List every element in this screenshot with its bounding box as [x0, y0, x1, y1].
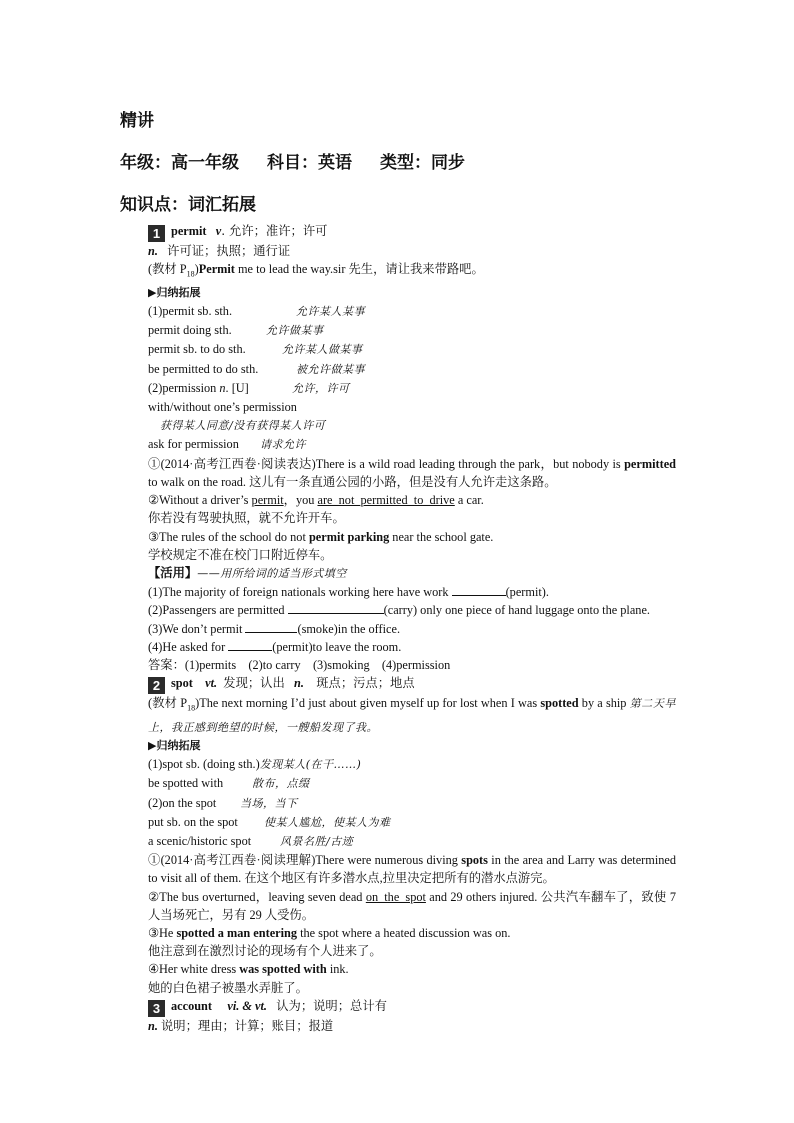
headword: spot: [171, 676, 193, 691]
entry-account-heading: [120, 997, 676, 1017]
phrase-item: permit doing sth. 允许做某事: [148, 323, 324, 338]
entry-spot-heading: 2 spot vt. 发现；认出 n. 斑点；污点；地点: [120, 674, 676, 694]
entry-number: 3: [148, 1000, 165, 1017]
phrase-item: ask for permission 请求允许: [148, 437, 306, 452]
example-sentence: ④Her white dress was spotted with ink.: [148, 962, 349, 977]
noun-sense: n. 说明；理由；计算；账目；报道: [148, 1018, 334, 1033]
headword: account: [171, 998, 212, 1013]
example-translation: 学校规定不准在校门口附近停车。: [148, 547, 333, 562]
example-sentence: ①(2014·高考江西卷·阅读理解)There were numerous diving spots in the area and Larry was determined to visit all of them. 在这个地区有许多潜水点,拉里决定把所有的潜水点游完。: [148, 853, 676, 886]
page-title: 精讲: [120, 111, 154, 130]
summary-heading: ▶归纳拓展: [148, 739, 201, 752]
entry-number: 1: [148, 225, 165, 242]
practice-question: (3)We don’t permit (smoke)in the office.: [148, 621, 401, 636]
practice-question: (1)The majority of foreign nationals working here have work (permit).: [148, 585, 549, 600]
practice-question: (4)He asked for (permit)to leave the room.: [148, 639, 402, 654]
phrase-item: (1)spot sb. (doing sth.)发现某人(在干……): [148, 757, 362, 772]
example-sentence: ③The rules of the school do not permit parking near the school gate.: [148, 529, 494, 544]
example-sentence: ③He spotted a man entering the spot where a heated discussion was on.: [148, 926, 511, 941]
example-sentence: ①(2014·高考江西卷·阅读表达)There is a wild road leading through the park，but nobody is permitted to walk on the road. 这儿有一条直通公园的小路，但是没有人允许走这条路。: [148, 456, 676, 489]
example-translation: 她的白色裙子被墨水弄脏了。: [148, 980, 308, 995]
course-info: [120, 148, 465, 173]
phrase-item: be spotted with 散布，点缀: [148, 776, 310, 791]
summary-heading: ▶归纳拓展: [148, 286, 201, 299]
textbook-example: (教材 $P_{18})The$ next morning I’d just about given myself up for lost when I was spotted by a ship 第二天早上，我正感到绝望的时候，一艘船发现了我。: [148, 696, 677, 734]
phrase-item: permit sb. to do sth. 允许某人做某事: [148, 342, 363, 357]
practice-question: (2)Passengers are permitted (carry) only one piece of hand luggage onto the plane.: [148, 603, 650, 618]
phrase-item: be permitted to do sth. 被允许做某事: [148, 361, 365, 376]
phrase-translation: 获得某人同意/没有获得某人许可: [160, 419, 326, 433]
part-of-speech: vi. & vt.: [227, 998, 267, 1013]
answer-blank[interactable]: [288, 601, 384, 614]
grade-label: 年级：高一年级: [120, 153, 239, 172]
textbook-example: (教材 $P_{18})Permit$ me to lead the way.sir 先生，请让我来带路吧。: [148, 262, 484, 279]
meaning: . 允许；准许；许可: [221, 224, 328, 238]
phrase-item: (2)on the spot 当场，当下: [148, 795, 298, 810]
phrase-item: a scenic/historic spot 风景名胜/古迹: [148, 834, 354, 848]
vocabulary-content: [120, 222, 676, 1035]
practice-heading: 【活用】——用所给词的适当形式填空: [148, 565, 347, 580]
example-translation: 你若没有驾驶执照，就不允许开车。: [148, 511, 345, 526]
headword: permit: [171, 224, 207, 238]
topic-heading: 知识点：词汇拓展: [120, 195, 256, 214]
answer-blank[interactable]: [228, 638, 272, 651]
answer-key: 答案：(1)permits (2)to carry (3)smoking (4)permission: [148, 657, 451, 672]
entry-number: 2: [148, 677, 165, 694]
subject-label: 科目：英语: [267, 153, 352, 172]
meaning: 发现；认出: [223, 676, 285, 691]
part-of-speech: v: [215, 224, 222, 238]
meaning: 认为；说明；总计有: [276, 998, 387, 1013]
part-of-speech: vt.: [205, 676, 218, 691]
phrase-item: (2)permission n. [U] 允许，许可: [148, 380, 350, 395]
entry-permit-heading: [120, 222, 676, 242]
example-sentence: ②The bus overturned，leaving seven dead on_the_spot and 29 others injured. 公共汽车翻车了，致使 7 人当场死亡，另有 29 人受伤。: [148, 889, 676, 922]
answer-blank[interactable]: [452, 583, 506, 596]
example-sentence: ②Without a driver’s permit，you are_not_permitted_to_drive a car.: [148, 493, 484, 508]
answer-blank[interactable]: [245, 620, 297, 633]
phrase-item: with/without one’s permission: [148, 400, 297, 415]
noun-sense: n. 许可证；执照；通行证: [148, 244, 291, 258]
phrase-item: put sb. on the spot 使某人尴尬，使某人为难: [148, 814, 391, 829]
phrase-item: (1)permit sb. sth. 允许某人某事: [148, 304, 365, 319]
type-label: 类型：同步: [380, 153, 465, 172]
example-translation: 他注意到在激烈讨论的现场有个人进来了。: [148, 944, 382, 959]
